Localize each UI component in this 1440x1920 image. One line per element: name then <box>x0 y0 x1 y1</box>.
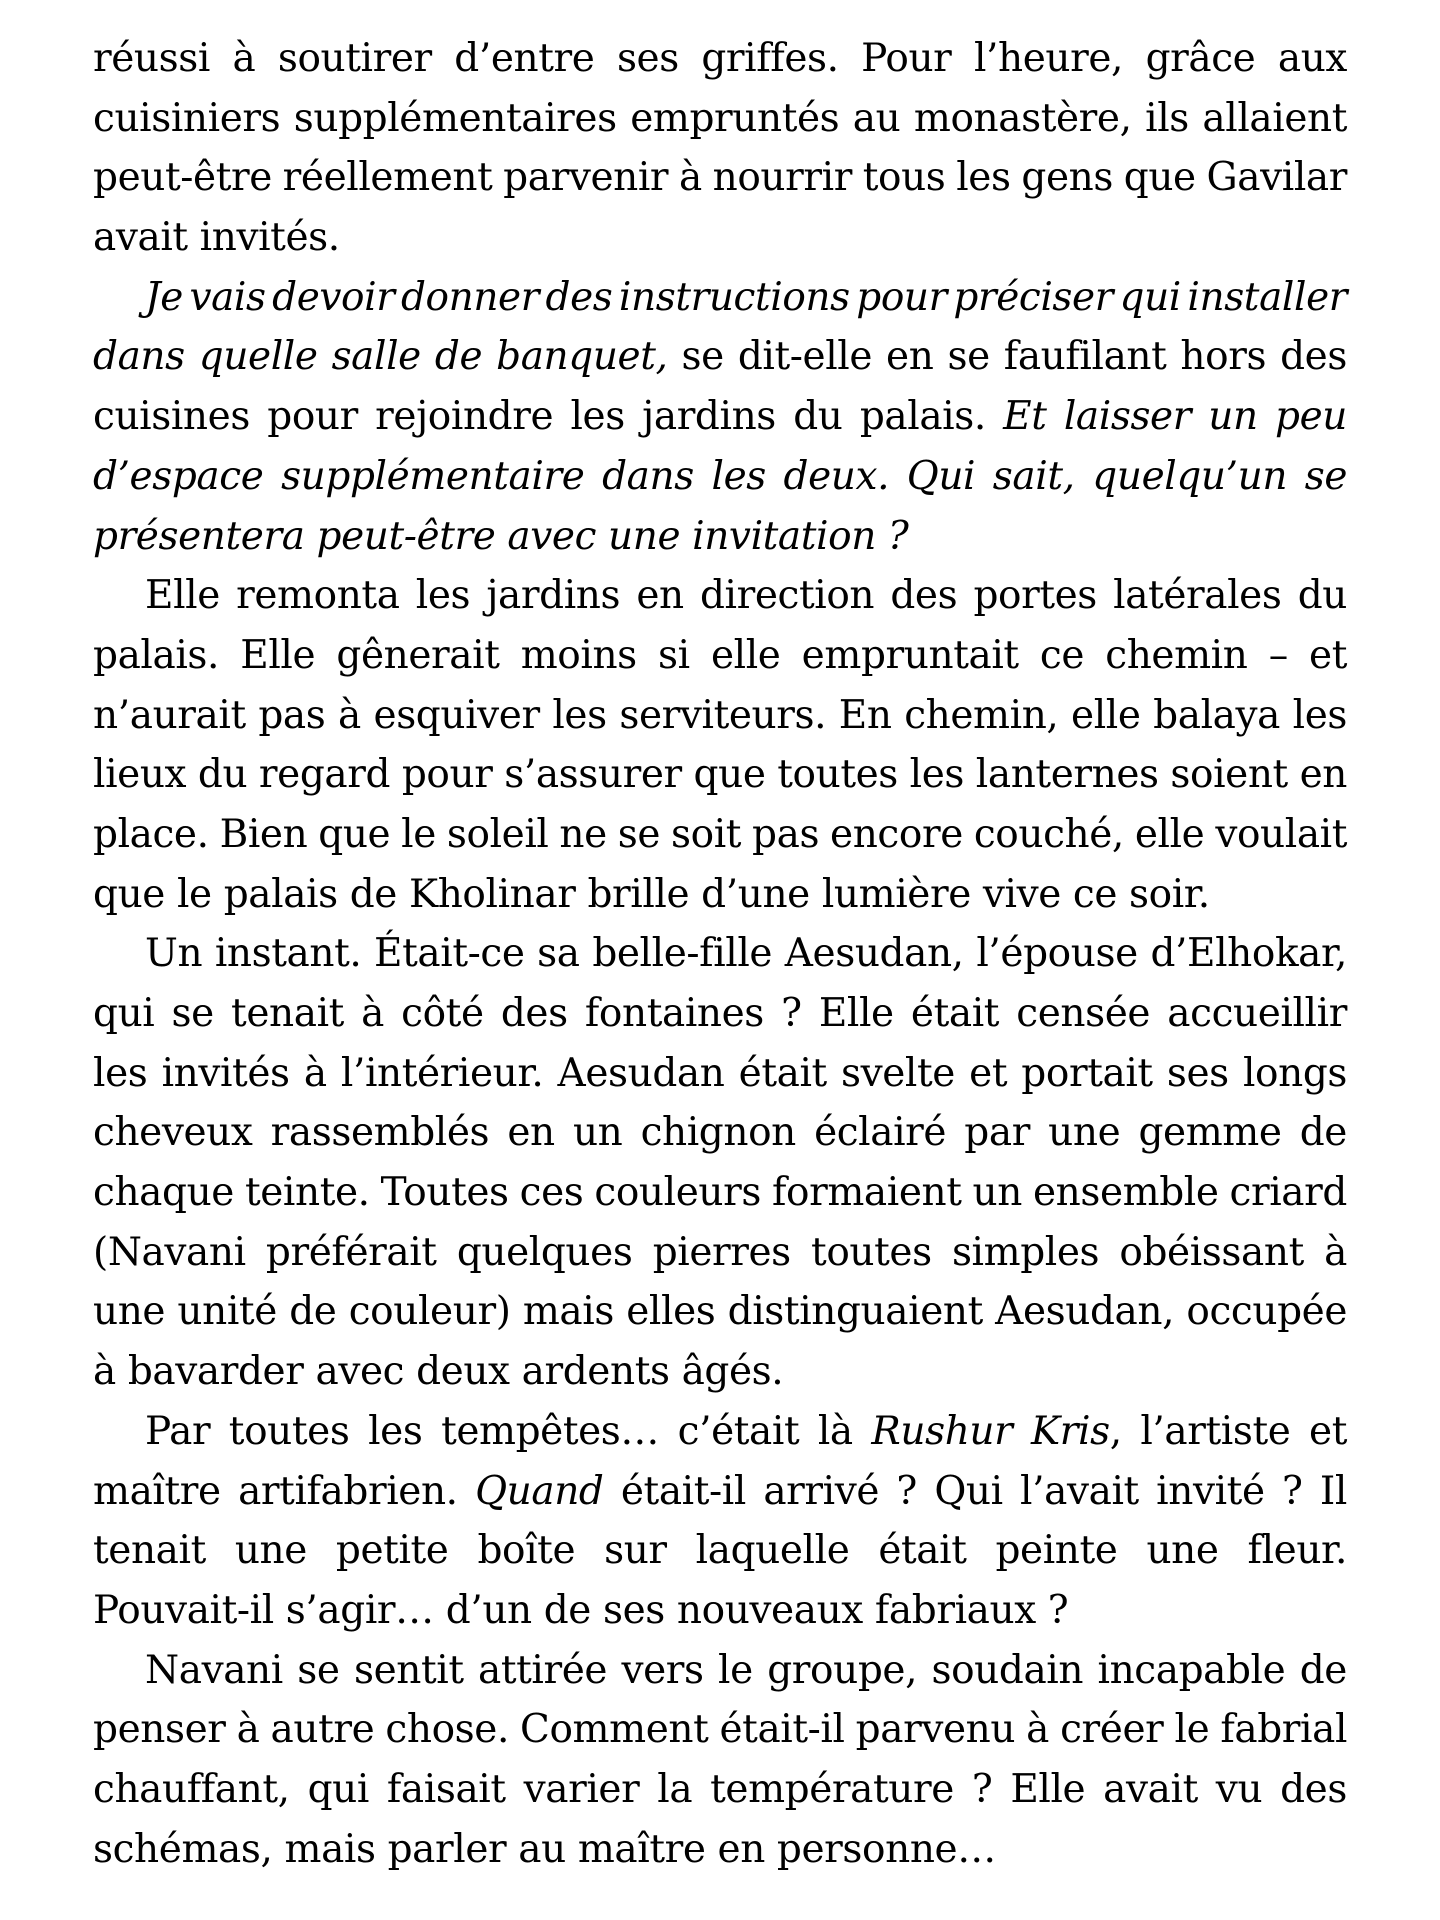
text-line-content <box>93 1282 1347 1342</box>
text-segment: se dit-elle en se faufilant hors des <box>667 334 1347 380</box>
text-line-content <box>93 865 1210 925</box>
text-line <box>93 566 1347 626</box>
text-line-content <box>93 327 1347 387</box>
text-line <box>93 1521 1347 1581</box>
text-line <box>93 1700 1347 1760</box>
text-line-content <box>93 686 1347 746</box>
text-line <box>93 1342 1347 1402</box>
text-segment: était-il arrivé ? Qui l’avait invité ? Il <box>603 1468 1347 1514</box>
text-line <box>93 89 1347 149</box>
text-line <box>93 686 1347 746</box>
text-segment: les invités à l’intérieur. Aesudan était svelte et portait ses longs <box>93 1050 1348 1096</box>
text-line <box>93 268 1347 328</box>
text-line-content <box>93 745 1347 805</box>
text-segment: que le palais de Kholinar brille d’une lumière vive ce soir. <box>93 871 1210 917</box>
text-line <box>93 805 1347 865</box>
text-segment: Pouvait-il s’agir… d’un de ses nouveaux fabriaux ? <box>93 1587 1069 1633</box>
text-line-content <box>93 29 1347 89</box>
text-line-content <box>93 805 1347 865</box>
text-segment: réussi à soutirer d’entre ses griffes. Pour l’heure, grâce aux <box>93 36 1348 81</box>
italic-text-segment: Quand <box>475 1468 604 1514</box>
text-segment: maître artifabrien. <box>93 1468 476 1514</box>
text-segment: avait invités. <box>93 215 340 261</box>
text-line <box>93 507 1347 567</box>
text-line-content <box>93 1223 1347 1283</box>
italic-text-segment: d’espace supplémentaire dans les deux. Qui sait, quelqu’un se <box>93 453 1348 499</box>
italic-text-segment: Je vais devoir donner des instructions pour préciser qui installer <box>145 274 1347 320</box>
text-line <box>93 626 1347 686</box>
italic-text-segment: Rushur Kris <box>871 1408 1110 1454</box>
text-line <box>93 745 1347 805</box>
text-line-content <box>93 507 908 567</box>
text-line-content <box>93 1581 1068 1641</box>
text-line-content <box>93 1641 1347 1701</box>
text-segment: chaque teinte. Toutes ces couleurs formaient un ensemble criard <box>93 1170 1347 1216</box>
text-segment: Elle remonta les jardins en direction des portes latérales du <box>145 573 1347 619</box>
text-segment: (Navani préférait quelques pierres toutes simples obéissant à <box>93 1229 1347 1275</box>
text-segment: palais. Elle gênerait moins si elle empruntait ce chemin – et <box>93 632 1347 678</box>
text-line-content <box>93 626 1347 686</box>
text-line-content <box>93 1044 1347 1104</box>
text-line-content <box>93 924 1347 984</box>
text-line <box>93 447 1347 507</box>
text-segment: schémas, mais parler au maître en personne… <box>93 1826 996 1872</box>
text-line <box>93 1163 1347 1223</box>
text-line <box>93 1223 1347 1283</box>
text-line <box>93 1760 1347 1820</box>
text-line <box>93 387 1347 447</box>
text-segment: peut-être réellement parvenir à nourrir tous les gens que Gavilar <box>93 155 1347 201</box>
text-line-content <box>93 1402 1347 1462</box>
text-line-content <box>93 447 1347 507</box>
text-line-content <box>93 1342 783 1402</box>
text-line <box>93 924 1347 984</box>
text-line-content <box>93 1521 1347 1581</box>
text-line <box>93 1282 1347 1342</box>
text-segment: place. Bien que le soleil ne se soit pas encore couché, elle voulait <box>93 811 1348 857</box>
text-line-content <box>93 1163 1347 1223</box>
paragraph <box>93 566 1347 924</box>
text-segment: Par toutes les tempêtes… c’était là <box>145 1408 872 1454</box>
text-segment: à bavarder avec deux ardents âgés. <box>93 1349 784 1395</box>
text-segment: , l’artiste et <box>1109 1408 1347 1454</box>
text-segment: cuisiniers supplémentaires empruntés au monastère, ils allaient <box>93 95 1347 141</box>
text-segment: cheveux rassemblés en un chignon éclairé par une gemme de <box>93 1110 1347 1156</box>
text-line <box>93 1103 1347 1163</box>
text-segment: qui se tenait à côté des fontaines ? Elle était censée accueillir <box>93 991 1347 1036</box>
text-segment: une unité de couleur) mais elles distinguaient Aesudan, occupée <box>93 1289 1347 1335</box>
text-line-content <box>93 148 1347 208</box>
text-line-content <box>93 89 1347 149</box>
text-line-content <box>93 1103 1347 1163</box>
text-segment: chauffant, qui faisait varier la température ? Elle avait vu des <box>93 1766 1347 1812</box>
text-line <box>93 148 1347 208</box>
text-segment: n’aurait pas à esquiver les serviteurs. En chemin, elle balaya les <box>93 692 1348 738</box>
text-line <box>93 208 1347 268</box>
text-line-content <box>93 1760 1347 1820</box>
text-segment: Un instant. Était-ce sa belle-fille Aesudan, l’épouse d’Elhokar, <box>145 931 1347 977</box>
text-line <box>93 984 1347 1044</box>
text-line-content <box>93 1462 1347 1522</box>
italic-text-segment: Et laisser un peu <box>1003 394 1348 440</box>
text-segment: cuisines pour rejoindre les jardins du palais. <box>93 394 1004 440</box>
paragraph <box>93 29 1347 268</box>
text-line-content <box>93 387 1347 447</box>
text-line <box>93 865 1347 925</box>
text-line <box>93 327 1347 387</box>
text-line <box>93 29 1347 89</box>
text-line <box>93 1581 1347 1641</box>
paragraph <box>93 1402 1347 1641</box>
text-segment: lieux du regard pour s’assurer que toutes les lanternes soient en <box>93 752 1347 798</box>
text-line <box>93 1402 1347 1462</box>
text-line <box>93 1641 1347 1701</box>
paragraph <box>93 924 1347 1402</box>
text-segment: tenait une petite boîte sur laquelle était peinte une fleur. <box>93 1528 1347 1574</box>
text-line-content <box>93 268 1347 328</box>
paragraph <box>93 1641 1347 1880</box>
paragraph <box>93 268 1347 566</box>
text-line-content <box>93 984 1347 1044</box>
text-line <box>93 1462 1347 1522</box>
text-line-content <box>93 1700 1347 1760</box>
text-line-content <box>93 566 1347 626</box>
italic-text-segment: présentera peut-être avec une invitation ? <box>93 513 909 559</box>
text-line-content <box>93 208 340 268</box>
text-segment: Navani se sentit attirée vers le groupe, soudain incapable de <box>145 1647 1347 1693</box>
text-line-content <box>93 1820 996 1880</box>
italic-text-segment: dans quelle salle de banquet, <box>93 334 668 380</box>
text-line <box>93 1820 1347 1880</box>
text-line <box>93 1044 1347 1104</box>
text-segment: penser à autre chose. Comment était-il parvenu à créer le fabrial <box>93 1707 1348 1753</box>
